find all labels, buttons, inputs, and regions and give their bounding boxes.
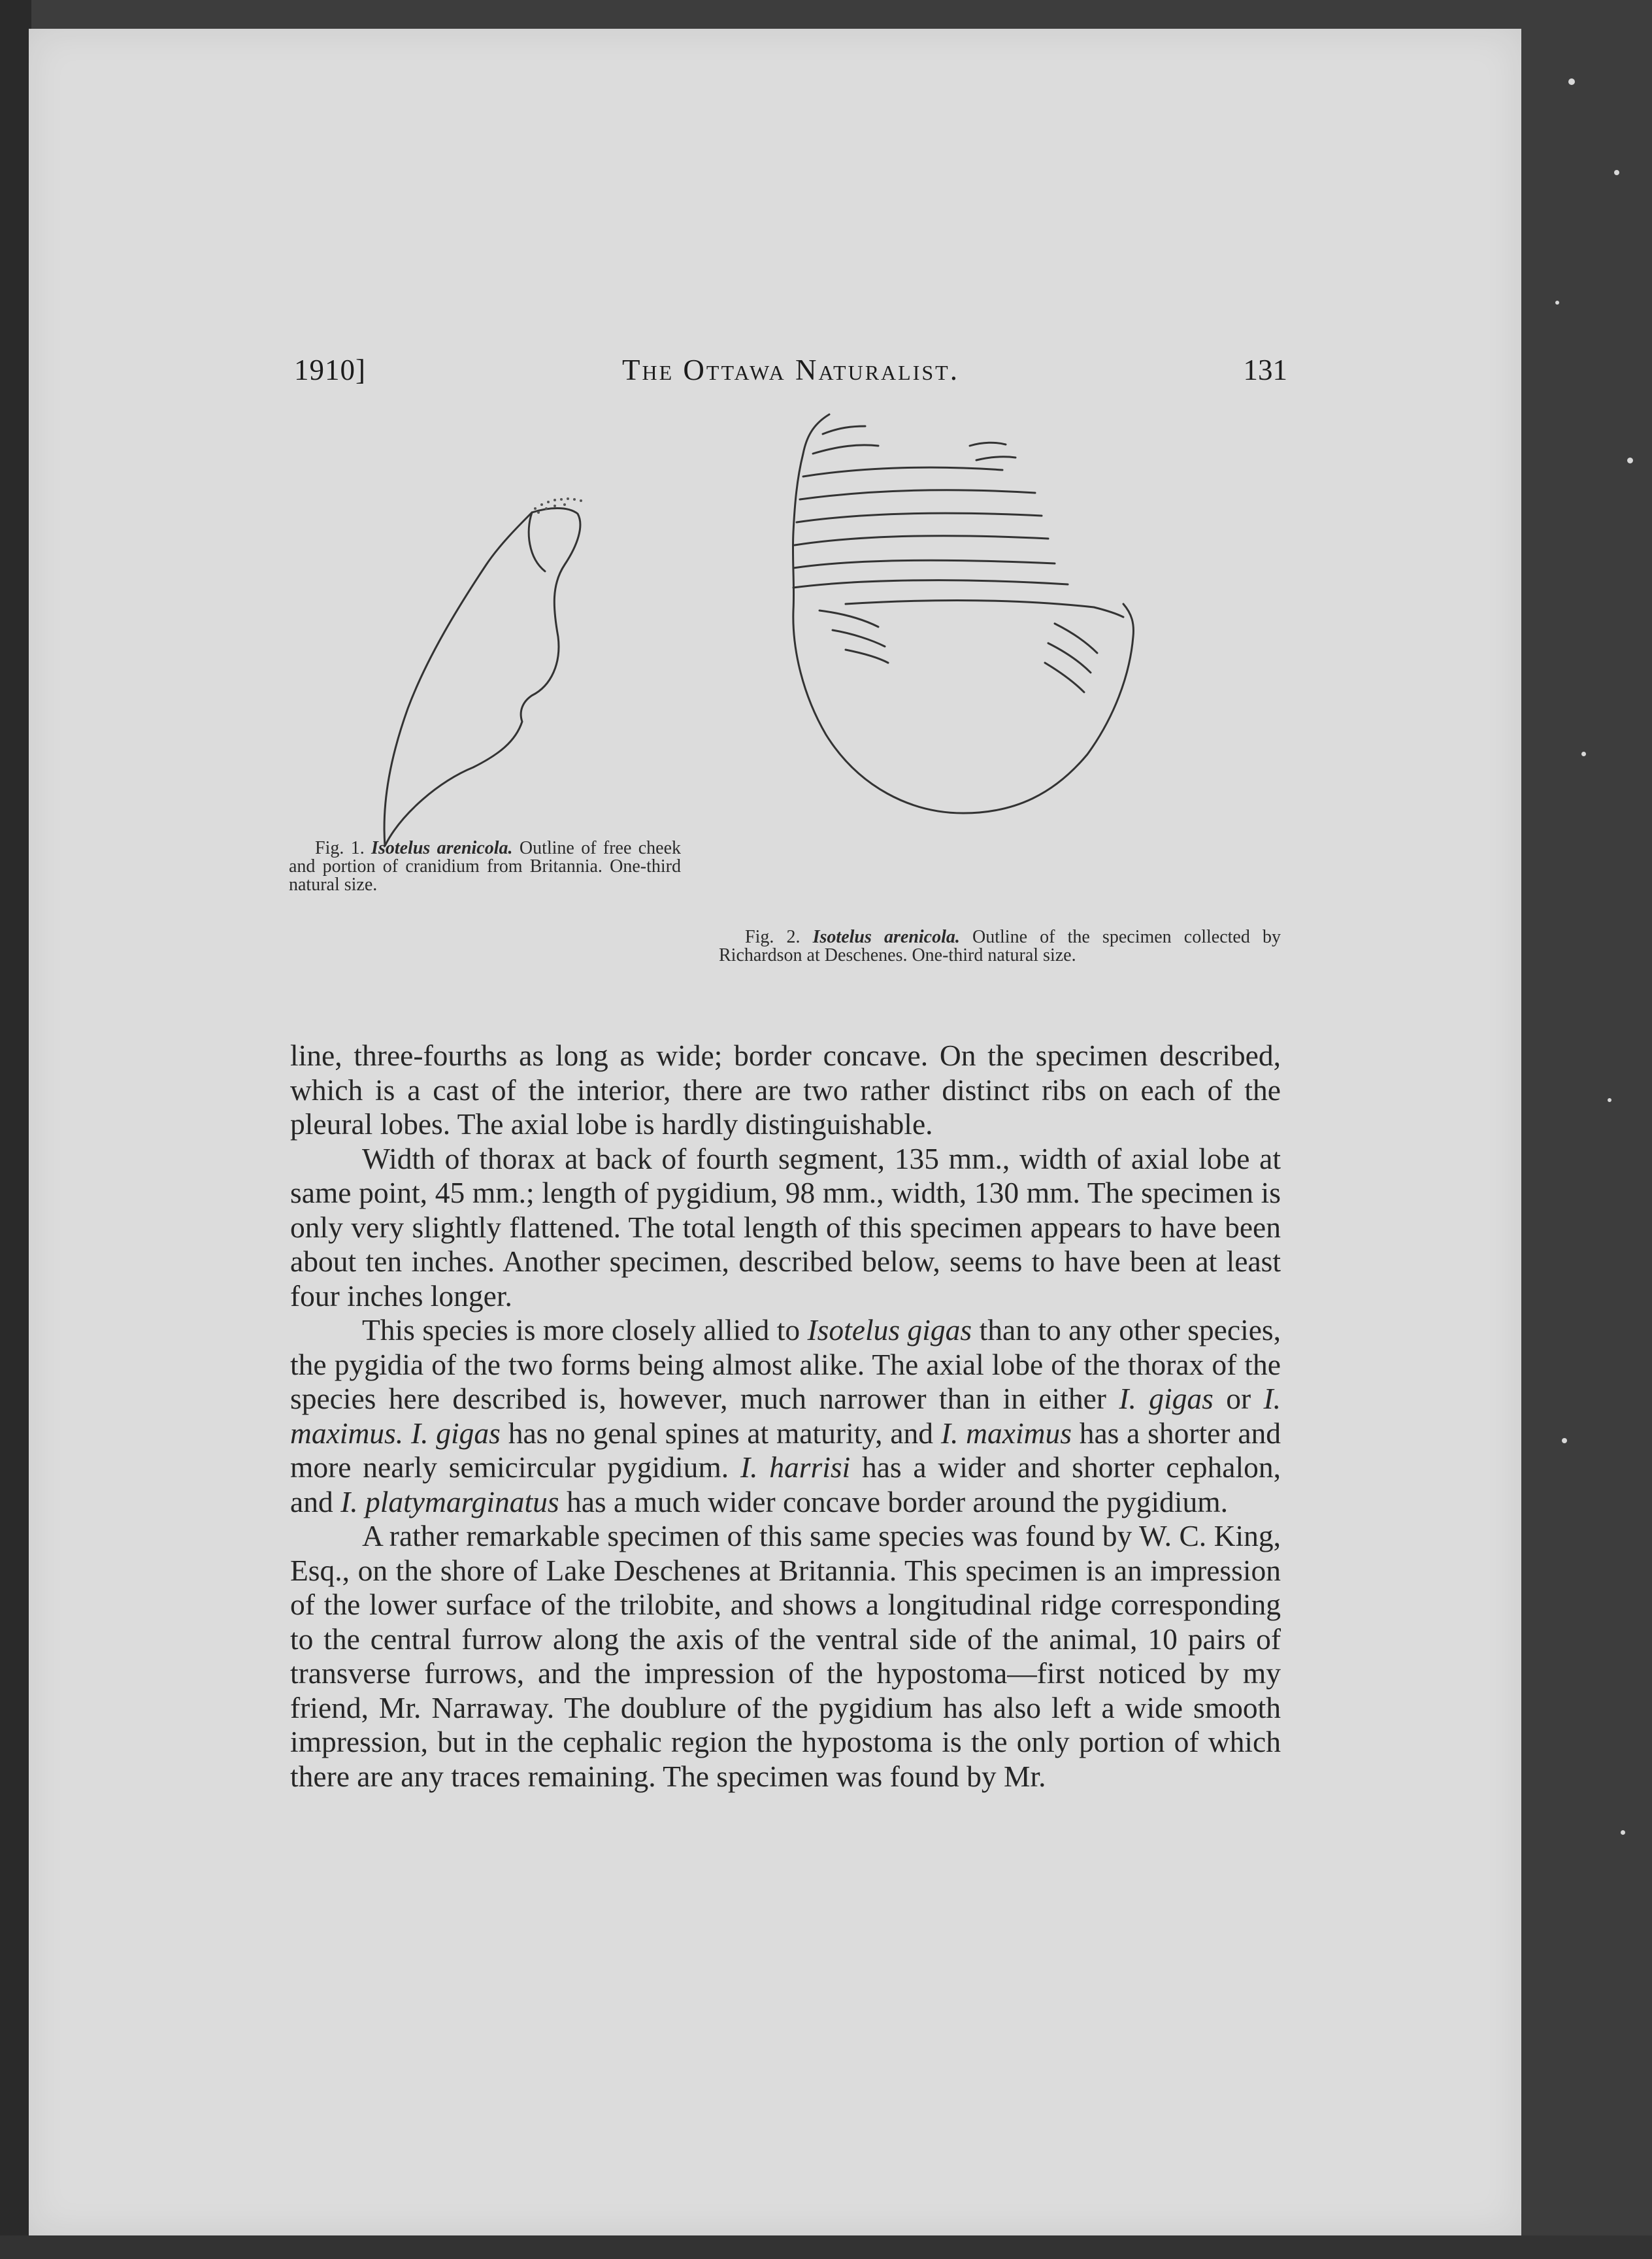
specimen-bottom-outline — [963, 604, 1133, 813]
dust-speck — [1555, 301, 1559, 305]
thoracic-segment — [793, 560, 1055, 568]
thoracic-segment — [813, 445, 878, 454]
header-year: 1910] — [294, 354, 366, 386]
figure-1-caption — [289, 839, 681, 894]
figure-1-label: Fig. 1. — [315, 838, 365, 858]
species-name: I. maximus — [940, 1416, 1072, 1450]
eye-lobe — [529, 512, 545, 571]
species-name: I. gigas — [410, 1416, 501, 1450]
thoracic-segment — [793, 580, 1068, 588]
axial-mark — [970, 443, 1006, 446]
pygidium-furrow — [819, 611, 878, 627]
text-run: This species is more closely allied to — [362, 1313, 808, 1347]
species-name: I. maximus. — [290, 1382, 1281, 1450]
thoracic-segment — [800, 490, 1035, 499]
thoracic-segment — [846, 601, 1123, 617]
text-run: has a shorter and more nearly semicircular pygidium. — [290, 1416, 1281, 1484]
film-edge-left — [0, 0, 31, 2259]
figure-1-drawing — [336, 460, 650, 865]
species-name: I. gigas — [1119, 1382, 1214, 1415]
figure-1-species: Isotelus arenicola. — [371, 838, 513, 858]
body-text — [290, 1039, 1281, 1794]
pygidium-furrow — [1055, 624, 1097, 653]
figure-2-label: Fig. 2. — [745, 927, 801, 947]
pygidium-furrow — [833, 630, 885, 646]
dust-speck — [1627, 458, 1633, 463]
axial-mark — [976, 457, 1016, 460]
pygidium-furrow — [846, 650, 888, 663]
dust-speck — [1608, 1098, 1611, 1102]
text-run: has a wider and shorter cephalon, and — [290, 1450, 1281, 1518]
figure-2-drawing — [767, 388, 1270, 950]
species-name: I. harrisi — [740, 1450, 851, 1484]
journal-title: The Ottawa Naturalist. — [622, 354, 959, 386]
film-edge-bottom — [0, 2235, 1652, 2259]
pygidium-furrow — [1045, 663, 1084, 692]
dust-speck — [1568, 78, 1575, 85]
cheek-outer-outline — [384, 512, 532, 846]
thoracic-segment — [797, 513, 1042, 522]
thoracic-segment — [823, 426, 865, 434]
text-run: has a much wider concave border around the pygidium. — [559, 1484, 1228, 1518]
running-header — [294, 353, 1287, 392]
paragraph-3 — [290, 1313, 1281, 1519]
dust-speck — [1581, 752, 1586, 756]
dust-speck — [1621, 1830, 1625, 1835]
text-run — [403, 1416, 411, 1450]
figure-1-caption-text: Outline of free cheek and portion of cranidium from Britannia. One-third natural size. — [289, 838, 681, 895]
text-run: or — [1213, 1382, 1264, 1415]
text-run: has no genal spines at maturity, and — [500, 1416, 941, 1450]
cheek-inner-outline — [385, 509, 580, 846]
figure-2-species: Isotelus arenicola. — [812, 927, 960, 947]
text-run: than to any other species, the pygidia of the two forms being almost alike. The axial lobe of the thorax of the species here described is, however, much narrower than in either — [290, 1313, 1281, 1415]
species-name: I. platymarginatus — [340, 1484, 559, 1518]
scanned-page — [29, 29, 1521, 2235]
paragraph-1: line, three-fourths as long as wide; border concave. On the specimen described, which is a cast of the interior, there are two rather distinct ribs on each of the pleural lobes. The axial lobe is hardly distinguishable. — [290, 1039, 1281, 1141]
paragraph-4: A rather remarkable specimen of this same species was found by W. C. King, Esq., on the shore of Lake Deschenes at Britannia. This specimen is an impression of the lower surface of the trilobite, and shows a longitudinal ridge corresponding to the central furrow along the axis of the ventral side of the animal, 10 pairs of transverse furrows, and the impression of the hypostoma—first noticed by my friend, Mr. Narraway. The doublure of the pygidium has also left a wide smooth impression, but in the cephalic region the hypostoma is the only portion of which there are any traces remaining. The specimen was found by Mr. — [290, 1519, 1281, 1793]
figure-2-caption — [719, 928, 1281, 965]
figure-2-caption-text: Outline of the specimen collected by Richardson at Deschenes. One-third natural size. — [719, 927, 1281, 965]
thoracic-segment — [803, 467, 1002, 477]
dust-speck — [1614, 170, 1619, 175]
species-name: Isotelus gigas — [807, 1313, 972, 1347]
page-number: 131 — [1243, 354, 1287, 386]
paragraph-2: Width of thorax at back of fourth segment, 135 mm., width of axial lobe at same point, 45 mm.; length of pygidium, 98 mm., width, 130 mm. The specimen is only very slightly flattened. The total length of this specimen appears to have been about ten inches. Another specimen, described below, seems to have been at least four inches longer. — [290, 1141, 1281, 1313]
dust-speck — [1562, 1438, 1567, 1443]
thoracic-segment — [795, 536, 1048, 545]
